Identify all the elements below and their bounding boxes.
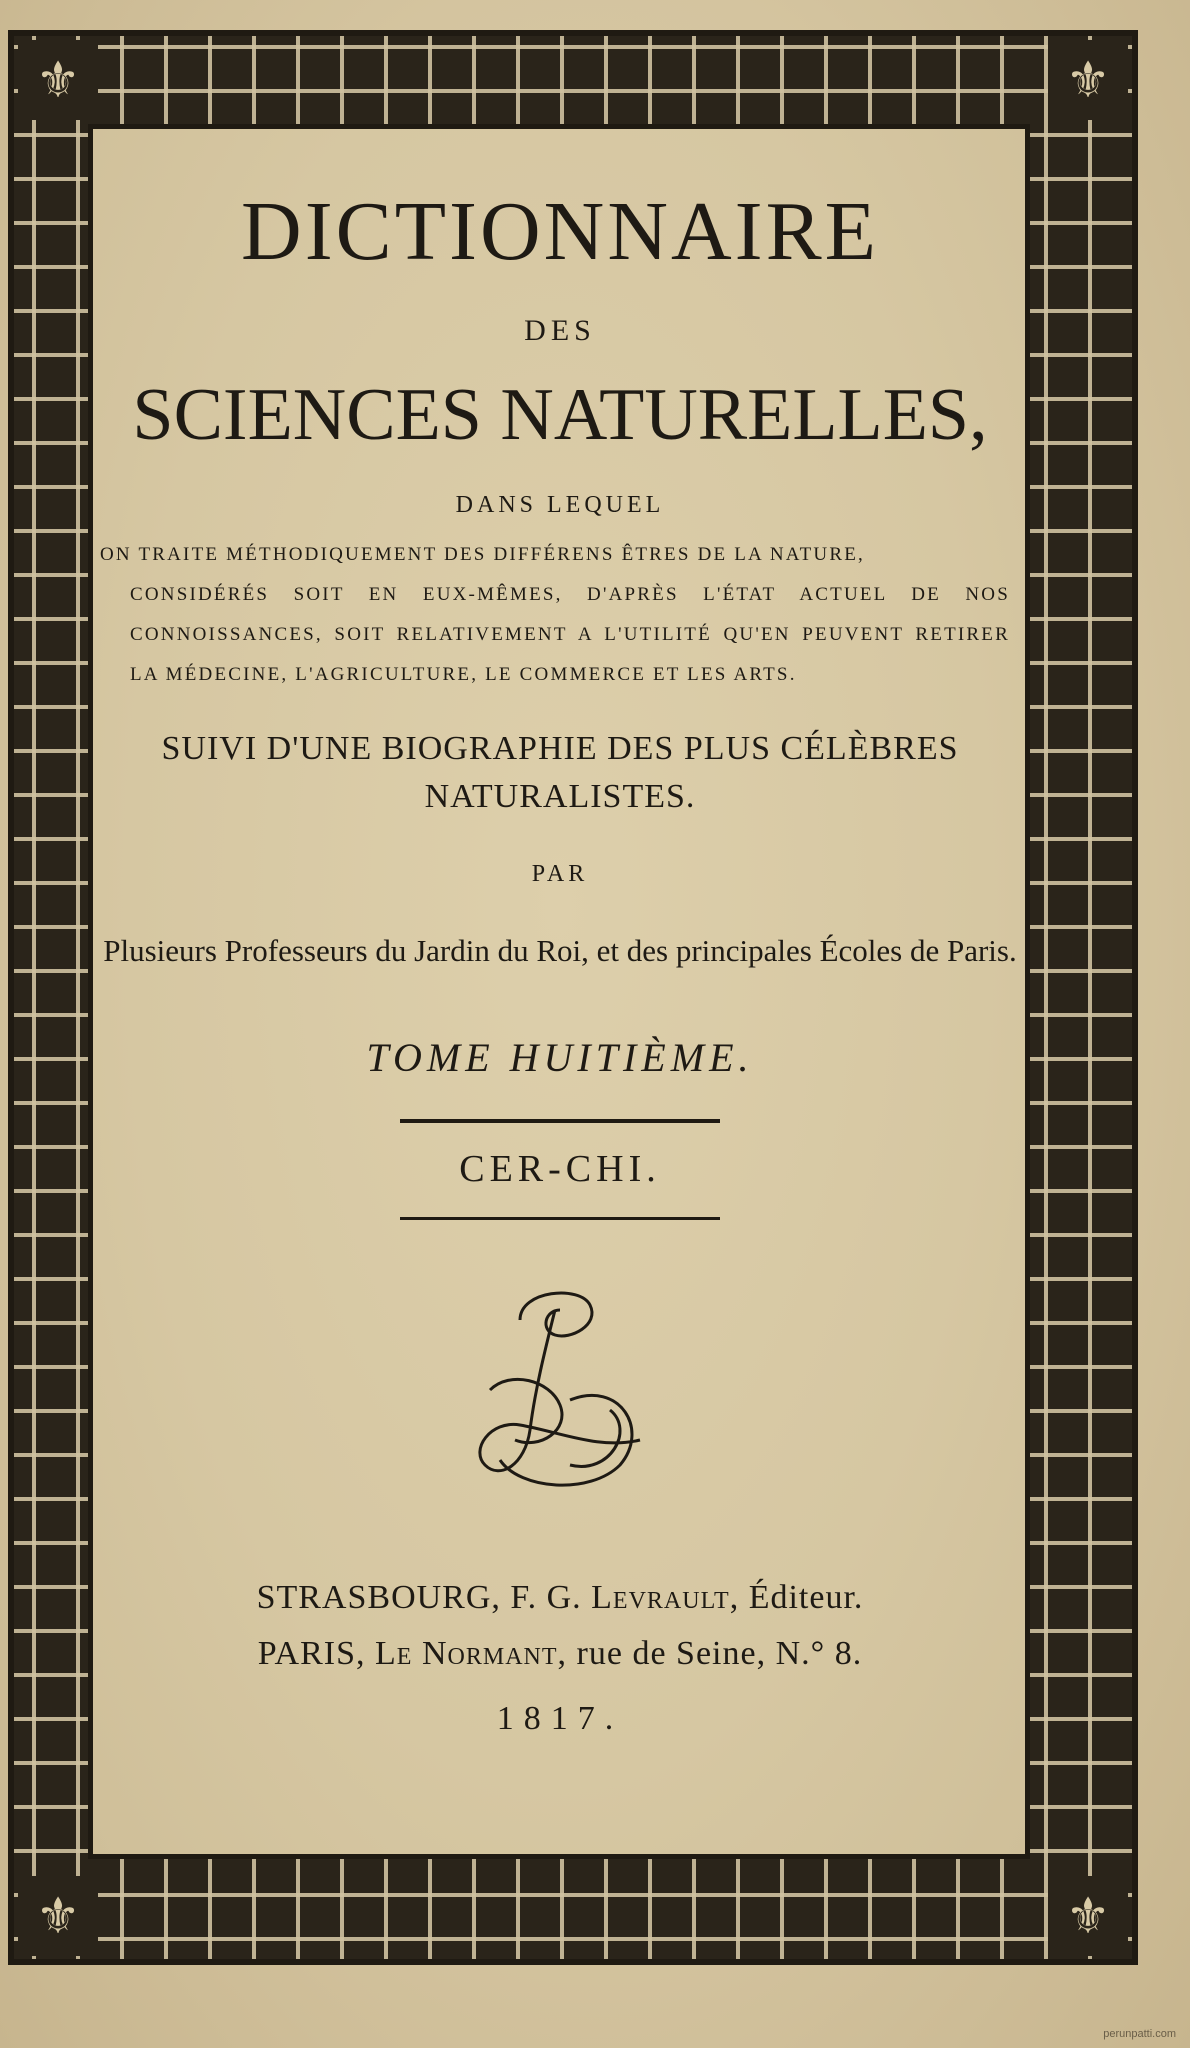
imprint-role-1: Éditeur. [748,1579,864,1616]
publication-year: 1817. [496,1700,624,1737]
book-subtitle: SCIENCES NATURELLES, [132,374,988,456]
fleur-de-lis-icon: ⚜ [18,1876,98,1956]
imprint-city-2: PARIS, [257,1635,366,1672]
par-label: PAR [531,861,589,887]
imprint-address-2: rue de Seine, N.° 8. [576,1635,863,1672]
divider-bottom [400,1217,720,1220]
fleur-de-lis-icon: ⚜ [18,40,98,120]
description-first-line: ON TRAITE MÉTHODIQUEMENT DES DIFFÉRENS ÊTRES DE LA NATURE, [100,544,865,565]
imprint-line-1 [100,1570,1020,1626]
title-page-content [100,150,1020,1738]
divider-top [400,1119,720,1123]
imprint-line-2 [100,1626,1020,1682]
description [100,535,1020,695]
description-rest: CONSIDÉRÉS SOIT EN EUX-MÊMES, D'APRÈS L'ÉTAT ACTUEL DE NOS CONNOISSANCES, SOIT RELATIVEMENT A L'UTILITÉ QU'EN PEUVENT RETIRER LA MÉDECINE, L'AGRICULTURE, LE COMMERCE ET LES ARTS. [130,584,1010,685]
fleur-de-lis-icon: ⚜ [1048,40,1128,120]
title-connector: DES [524,314,596,347]
imprint-publisher-2: Le Normant, [375,1635,568,1672]
fleur-de-lis-icon: ⚜ [1048,1876,1128,1956]
imprint-publisher-1: F. G. Levrault, [510,1579,740,1616]
biography-note: SUIVI D'UNE BIOGRAPHIE DES PLUS CÉLÈBRES NATURALISTES. [161,730,959,815]
imprint [100,1570,1020,1682]
dans-lequel: DANS LEQUEL [455,492,665,518]
authors: Plusieurs Professeurs du Jardin du Roi, et des principales Écoles de Paris. [103,933,1017,968]
volume-range: CER-CHI. [459,1148,661,1190]
monogram-letter: L [460,1280,461,1281]
watermark: perunpatti.com [1103,2028,1176,2040]
imprint-city-1: STRASBOURG, [256,1579,501,1616]
volume-label: TOME HUITIÈME. [366,1035,754,1080]
book-title: DICTIONNAIRE [241,185,879,278]
flourish-monogram-icon [460,1280,660,1500]
